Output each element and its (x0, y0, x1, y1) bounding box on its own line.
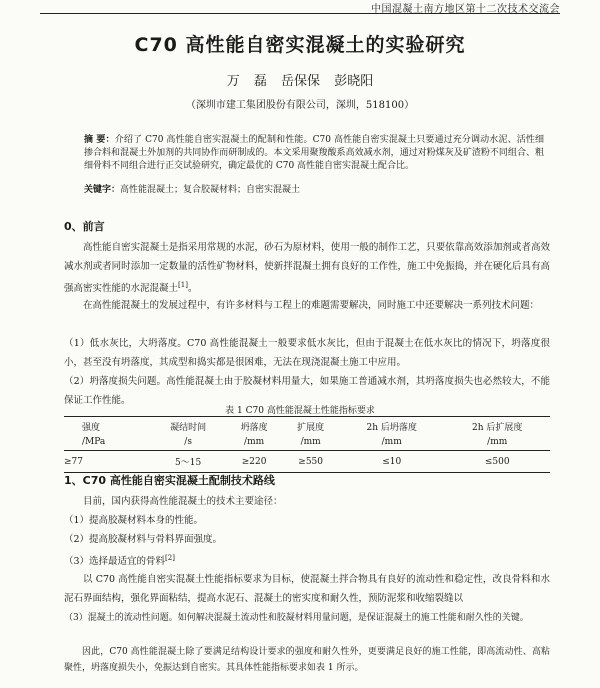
paragraph-intro-1 (64, 238, 550, 298)
table-row (64, 451, 550, 473)
properties-table (64, 416, 550, 473)
section-heading-intro: 0、前言 (64, 220, 105, 233)
table-cell: ≥220 (226, 451, 283, 473)
running-header: 中国混凝土南方地区第十二次技术交流会 (371, 4, 560, 15)
table-cell: ≤10 (339, 451, 445, 473)
table-header-cell: 强度 (64, 417, 150, 436)
list-item-2: （2）坍落度损失问题。高性能混凝土由于胶凝材料用量大，如果施工普通减水剂，其坍落度损失也必然较大，不能保证工作性能。 (64, 376, 550, 406)
table-unit-cell: /mm (226, 435, 283, 451)
table-unit-cell: /mm (339, 435, 445, 451)
paragraph-intro-2: 在高性能混凝土的发展过程中，有许多材料与工程上的难题需要解决，同时施工中还要解决一系列技术问题： (83, 300, 540, 311)
table-cell: ≥550 (282, 451, 339, 473)
abstract (84, 134, 544, 173)
table-unit-row (64, 435, 550, 451)
keywords-text: 高性能混凝土；复合胶凝材料；自密实混凝土 (120, 185, 301, 195)
table-header-cell: 扩展度 (282, 417, 339, 436)
table-cell: 5～15 (150, 451, 225, 473)
table-unit-cell: /mm (444, 435, 550, 451)
keywords-label: 关键字： (84, 185, 121, 195)
authors: 万 磊 岳保保 彭晓阳 (226, 74, 374, 89)
abstract-text: 介绍了 C70 高性能自密实混凝土的配制和性能。C70 高性能自密实混凝土只要通过充分调动水泥、活性细掺合料和混凝土外加剂的共同协作而研制成的。本文采用聚羧酸系高效减水剂，通过对粉煤灰及矿渣粉不同组合、粗细骨料不同组合进行正交试验研究，确定最优的 C70 高性能自密实混凝土配合比。 (84, 135, 544, 171)
roadmap-item-3-text: （3）选择最适宜的骨料 (64, 556, 166, 568)
header-rule (40, 13, 560, 14)
list-item-3: （3）混凝土的流动性问题。如何解决混凝土流动性和胶凝材料用量问题，是保证混凝土的施工性能和耐久性的关键。 (64, 613, 529, 623)
table-unit-cell: /mm (282, 435, 339, 451)
table-cell: ≤500 (444, 451, 550, 473)
roadmap-intro: 目前，国内获得高性能混凝土的技术主要途径： (83, 496, 283, 507)
paragraph-intro-3: 因此，C70 高性能混凝土除了要满足结构设计要求的强度和耐久性外，更要满足良好的施工性能，即高流动性、高粘聚性，坍落度损失小，免振达到自密实。其具体性能指标要求如表 1 所示。 (64, 647, 550, 673)
table-unit-cell: /s (150, 435, 225, 451)
section-heading-roadmap: 1、C70 高性能自密实混凝土配制技术路线 (64, 474, 275, 487)
citation-ref: [2] (165, 554, 175, 562)
table-unit-cell: /MPa (64, 435, 150, 451)
list-item-1: （1）低水灰比，大坍落度。C70 高性能混凝土一般要求低水灰比，但由于混凝土在低水灰比的情况下，坍落度很小，甚至没有坍落度，其成型和捣实都是很困难，无法在现浇混凝土施工中应用。 (64, 338, 550, 368)
table-header-cell: 凝结时间 (150, 417, 225, 436)
keywords (84, 182, 544, 195)
roadmap-item-2: （2）提高胶凝材料与骨料界面强度。 (64, 534, 223, 545)
table-caption: 表 1 C70 高性能混凝土性能指标要求 (225, 406, 375, 416)
citation-ref: [1] (178, 281, 188, 289)
table-cell: ≥77 (64, 451, 150, 473)
roadmap-paragraph: 以 C70 高性能自密实混凝土性能指标要求为目标，使混凝土拌合物具有良好的流动性和稳定性，改良骨料和水泥石界面结构，强化界面粘结，提高水泥石、混凝土的密实度和耐久性，预防泥浆和收缩裂缝以 (64, 574, 550, 604)
table-header-cell: 坍落度 (226, 417, 283, 436)
paragraph-intro-1-end: 。 (187, 283, 198, 295)
page-title: C70 高性能自密实混凝土的实验研究 (134, 34, 466, 56)
abstract-label: 摘 要： (84, 135, 115, 145)
roadmap-item-1: （1）提高胶凝材料本身的性能。 (64, 515, 204, 526)
table-header-row (64, 417, 550, 436)
roadmap-item-3 (64, 549, 550, 571)
table-header-cell: 2h 后扩展度 (444, 417, 550, 436)
table-header-cell: 2h 后坍落度 (339, 417, 445, 436)
paragraph-intro-1-text: 高性能自密实混凝土是指采用常规的水泥，砂石为原材料，使用一般的制作工艺，只要依靠高效添加剂或者高效减水剂或者同时添加一定数量的活性矿物材料，使新拌混凝土拥有良好的工作性，施工中免振捣，并在硬化后具有高强高密实性能的水泥混凝土 (64, 242, 550, 295)
affiliation: （深圳市建工集团股份有限公司，深圳，518100） (185, 100, 415, 111)
